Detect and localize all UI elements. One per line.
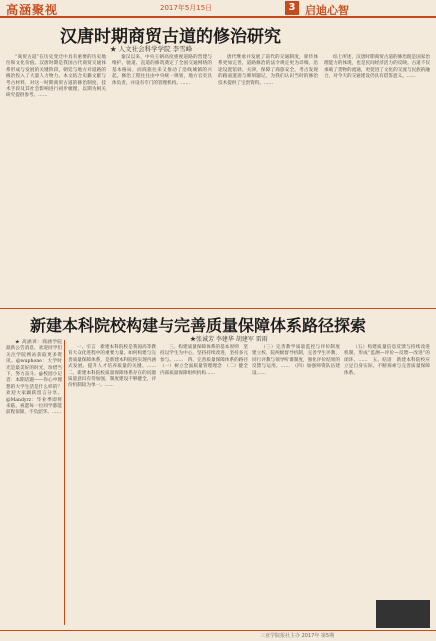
article2-paragraph: （五）构建质量信息反馈与持续改进机制，形成“监测—评价—反馈—改进”的闭环。…… 五、结语 新建本科院校应立足自身实际，不断探索与完善质量保障体系。 (344, 345, 430, 376)
footer-text: 三亚学院报社主办 2017年 第5期 (260, 633, 335, 639)
section-divider (0, 308, 436, 309)
article1-paragraph: “商贸古道”在历史变迁中具有重要的历史地位和文化价值。汉唐时期是我国古代商贸交通体系形成与发展的关键阶段，朝廷与地方对道路的修治投入了大量人力物力。本文结合史籍文献与考古材料，对这一时期商贸古道的修治制度、技术手段及其社会影响进行初步梳理，以期为相关研究提供参考。…… (6, 55, 106, 99)
article2-byline: ★张诚芳 李建华 胡建军 雷雨 (190, 336, 268, 343)
article2-column-2 (160, 345, 253, 625)
section-title: 启迪心智 (305, 4, 349, 17)
article2-paragraph: 一、引言 新建本科院校是我国高等教育大众化进程中的重要力量。如何构建与完善质量保障体系，是新建本科院校实现内涵式发展、提升人才培养质量的关键。…… 二、新建本科院校质量保障体系存在的问题 质量意识有待加强，制度建设不够健全，评价机制较为单一。…… (68, 345, 161, 389)
issue-date: 2017年5月15日 (160, 4, 213, 12)
article2-paragraph: （三）完善教学质量监控与评价制度 建立校、院两级督导机制，完善学生评教、同行评教与领导听课制度，强化评价结果的反馈与运用。…… （四）加强师资队伍建设…… (252, 345, 345, 376)
article1-column-2 (112, 55, 212, 305)
page-footer (0, 630, 436, 641)
article2-paragraph: 三、构建质量保障体系的基本原则 坚持以学生为中心，坚持持续改进，坚持多元参与。…… 四、完善质量保障体系的路径 （一）树立全面质量管理理念 （二）健全内部质量保障组织机构…… (160, 345, 253, 376)
article1-paragraph: 秦汉以来，中央王朝高度重视道路的营建与维护。驰道、直道的修筑奠定了全国交通网络的基本格局，而商旅往来又推动了沿线城镇的兴起。修治工程往往由中央统一规划，地方官吏具体负责，并设有专门的管理机构。…… (112, 55, 212, 86)
article1-column-1 (6, 55, 106, 305)
article2-title: 新建本科院校构建与完善质量保障体系路径探索 (30, 316, 367, 335)
article1-paragraph: 唐代继承并发展了前代的交通制度，驿传体系更加完善，道路修治的法令规定更为详细。沿途设置馆驿、关津，保障了商旅安全。考古发现的路面遗迹与碑刻题记，为我们认识当时的修治技术提供了宝贵资料。…… (218, 55, 318, 86)
article2-column-1 (68, 345, 161, 625)
article1-title: 汉唐时期商贸古道的修治研究 (60, 27, 281, 47)
article2-column-3 (252, 345, 345, 625)
sidebar-notes (6, 340, 62, 625)
article1-column-4 (324, 55, 430, 305)
article2-column-4 (344, 345, 430, 595)
sidebar-paragraph: ★ 高涵讲：商涵学院最新公告消息，欢迎同学们关注学院网站获取更多资讯。@wuphone：大学时光是最美好的时光，珍惜当下，努力奋斗。@校园小记者：本期话题——你心中理想的大学生活是什么样的？欢迎大家踊跃留言分享。@Mandyrz：毕业季即将来临，祝愿每一位同学都能前程似锦，不负韶华。…… (6, 340, 62, 416)
page-number: 3 (285, 1, 299, 15)
article1-column-3 (218, 55, 318, 305)
article1-byline: ★ 人文社会科学学院 李雪峰 (110, 45, 193, 53)
page-header (0, 0, 436, 18)
column-rule (64, 340, 65, 625)
article1-paragraph: 综上所述，汉唐时期商贸古道的修治既是国家治理能力的体现，也是民间经济活力的反映。古道不仅承载了货物的流通，更促进了文化的交流与民族的融合，对今天的交通建设仍具有借鉴意义。…… (324, 55, 430, 80)
masthead: 高涵聚视 (6, 3, 59, 17)
author-photo (376, 600, 430, 628)
